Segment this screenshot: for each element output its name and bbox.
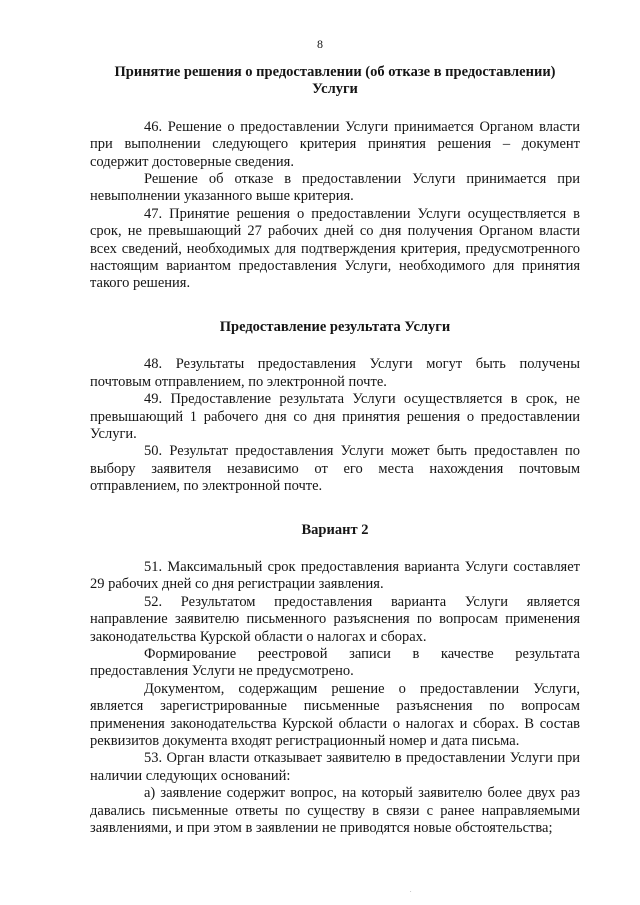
section-heading-decision: Принятие решения о предоставлении (об отказе в предоставлении) Услуги [114,64,556,98]
paragraph-46: 46. Решение о предоставлении Услуги принимается Органом власти при выполнении следующего критерия принятия решения – документ содержит достоверные сведения. [90,118,580,170]
paragraph-document: Документом, содержащим решение о предоставлении Услуги, является зарегистрированные письменные разъяснения по вопросам применения законодательства Курской области о налогах и сборах. В состав реквизитов документа входят регистрационный номер и дата письма. [90,680,580,749]
paragraph-registry: Формирование реестровой записи в качестве результата предоставления Услуги не предусмотрено. [90,645,580,680]
paragraph-48: 48. Результаты предоставления Услуги могут быть получены почтовым отправлением, по электронной почте. [90,356,580,390]
section-heading-result: Предоставление результата Услуги [219,318,451,335]
paragraph-52: 52. Результатом предоставления варианта Услуги является направление заявителю письменного разъяснения по вопросам применения законодательства Курской области о налогах и сборах. [90,593,580,645]
page-content [90,64,580,837]
section-heading-variant-2: Вариант 2 [301,521,369,538]
paragraph-51: 51. Максимальный срок предоставления варианта Услуги составляет 29 рабочих дней со дня регистрации заявления. [90,558,580,593]
paragraph-49: 49. Предоставление результата Услуги осуществляется в срок, не превышающий 1 рабочего дня со дня принятия решения о предоставлении Услуги. [90,391,580,442]
paragraph-47: 47. Принятие решения о предоставлении Услуги осуществляется в срок, не превышающий 27 рабочих дней со дня получения Органом власти всех сведений, необходимых для подтверждения критерия, предусмотренного настоящим вариантом предоставления Услуги, необходимого для принятия такого решения. [90,205,580,292]
page-number: 8 [317,37,323,51]
paragraph-refusal: Решение об отказе в предоставлении Услуги принимается при невыполнении указанного выше критерия. [90,171,580,205]
paragraph-50: 50. Результат предоставления Услуги может быть предоставлен по выбору заявителя независимо от его места нахождения почтовым отправлением, по электронной почте. [90,443,580,495]
paragraph-53: 53. Орган власти отказывает заявителю в предоставлении Услуги при наличии следующих оснований: [90,750,580,784]
scan-mark: . [410,888,412,894]
paragraph-53a: а) заявление содержит вопрос, на который заявителю более двух раз давались письменные ответы по существу в связи с ранее направляемыми заявлениями, и при этом в заявлении не приводятся новые обстоятельства; [90,785,580,837]
